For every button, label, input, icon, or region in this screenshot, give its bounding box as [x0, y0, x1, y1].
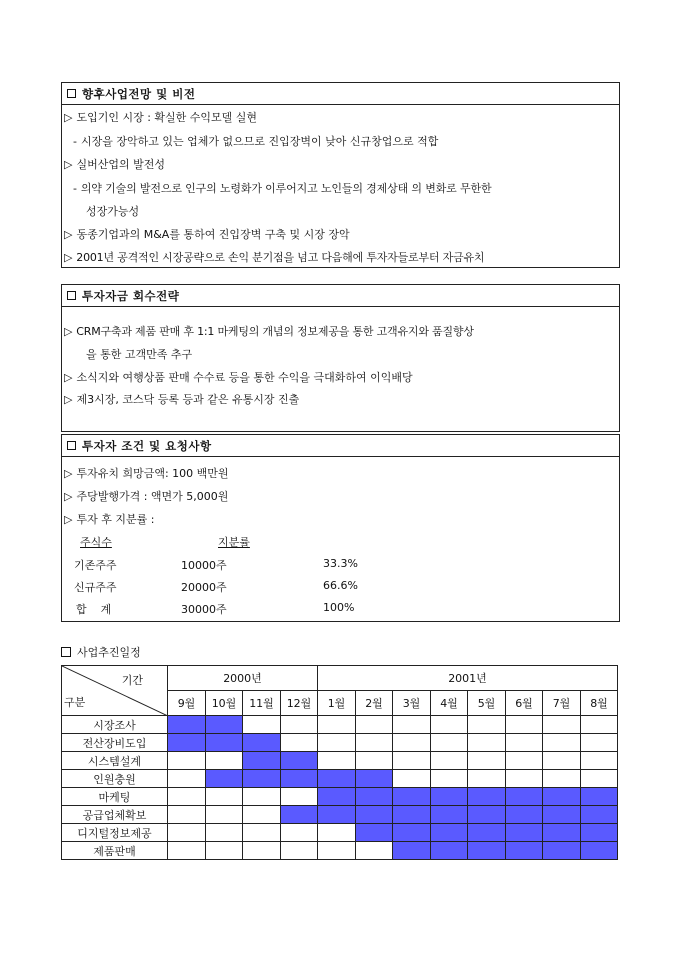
schedule-active-cell: [468, 824, 506, 842]
schedule-empty-cell: [506, 734, 543, 752]
schedule-active-cell: [243, 770, 281, 788]
schedule-task-label: 마케팅: [62, 788, 168, 806]
vision-section: [61, 82, 620, 268]
schedule-empty-cell: [581, 734, 618, 752]
schedule-month-cell: 7월: [543, 691, 581, 716]
schedule-active-cell: [281, 770, 318, 788]
schedule-empty-cell: [356, 716, 393, 734]
triangle-icon: ▷: [64, 228, 73, 241]
schedule-empty-cell: [318, 734, 356, 752]
schedule-empty-cell: [243, 824, 281, 842]
share-header-row: [64, 534, 604, 550]
recovery-line-text: 을 통한 고객만족 추구: [86, 348, 193, 361]
schedule-active-cell: [393, 806, 431, 824]
corner-bottom-label: 구분: [64, 696, 86, 709]
schedule-active-cell: [581, 806, 618, 824]
schedule-active-cell: [168, 716, 206, 734]
share-row-label: 기존주주: [74, 559, 117, 572]
share-row-shares: 20000주: [181, 581, 227, 594]
schedule-active-cell: [243, 752, 281, 770]
schedule-empty-cell: [281, 824, 318, 842]
vision-line-7: [64, 249, 615, 265]
schedule-empty-cell: [318, 716, 356, 734]
schedule-empty-cell: [206, 788, 243, 806]
schedule-empty-cell: [468, 752, 506, 770]
vision-line-6: [64, 226, 615, 242]
checkbox-square-icon: [61, 647, 71, 657]
schedule-task-label: 인원충원: [62, 770, 168, 788]
recovery-line-text: 소식지와 여행상품 판매 수수료 등을 통한 수익을 극대화하여 이익배당: [76, 371, 413, 384]
terms-line-text: 투자유치 희망금액: 100 백만원: [76, 467, 229, 480]
schedule-task-label: 시장조사: [62, 716, 168, 734]
schedule-empty-cell: [356, 734, 393, 752]
share-row-ratio: 33.3%: [323, 557, 358, 570]
schedule-active-cell: [543, 842, 581, 860]
schedule-empty-cell: [206, 842, 243, 860]
schedule-active-cell: [393, 788, 431, 806]
vision-line-3: [64, 156, 615, 172]
triangle-icon: ▷: [64, 251, 73, 264]
schedule-active-cell: [168, 734, 206, 752]
schedule-active-cell: [318, 788, 356, 806]
schedule-active-cell: [581, 824, 618, 842]
schedule-active-cell: [431, 842, 468, 860]
schedule-month-cell: 8월: [581, 691, 618, 716]
schedule-active-cell: [243, 734, 281, 752]
schedule-empty-cell: [431, 770, 468, 788]
schedule-month-cell: 2월: [356, 691, 393, 716]
vision-line-text: 2001년 공격적인 시장공략으로 손익 분기점을 넘고 다음해에 투자자들로부터 자금유치: [76, 251, 485, 264]
terms-line-text: 주당발행가격 : 액면가 5,000원: [76, 490, 229, 503]
schedule-month-cell: 11월: [243, 691, 281, 716]
share-row-ratio: 100%: [323, 601, 355, 614]
schedule-task-label: 공급업체확보: [62, 806, 168, 824]
schedule-empty-cell: [468, 734, 506, 752]
schedule-empty-cell: [543, 752, 581, 770]
vision-line-text: 도입기인 시장 : 확실한 수익모델 실현: [76, 111, 258, 124]
schedule-active-cell: [431, 824, 468, 842]
schedule-empty-cell: [243, 788, 281, 806]
terms-line-1: [64, 465, 615, 481]
schedule-empty-cell: [356, 842, 393, 860]
terms-line-2: [64, 488, 615, 504]
vision-line-text: 성장가능성: [86, 205, 140, 218]
schedule-active-cell: [318, 770, 356, 788]
terms-line-3: [64, 511, 615, 527]
schedule-empty-cell: [356, 752, 393, 770]
schedule-active-cell: [506, 806, 543, 824]
schedule-empty-cell: [168, 752, 206, 770]
schedule-month-cell: 3월: [393, 691, 431, 716]
triangle-icon: ▷: [64, 393, 73, 406]
schedule-empty-cell: [318, 824, 356, 842]
schedule-month-cell: 5월: [468, 691, 506, 716]
shares-header: 주식수: [80, 536, 112, 549]
schedule-active-cell: [468, 842, 506, 860]
schedule-corner-cell: [62, 666, 168, 716]
schedule-active-cell: [206, 770, 243, 788]
recovery-line-text: CRM구축과 제품 판매 후 1:1 마케팅의 개념의 정보제공을 통한 고객유지와 품질향상: [76, 325, 474, 338]
vision-line-4: [64, 180, 615, 196]
schedule-task-row: [62, 806, 618, 824]
triangle-icon: ▷: [64, 371, 73, 384]
schedule-empty-cell: [206, 752, 243, 770]
ratio-header: 지분률: [218, 536, 250, 549]
schedule-empty-cell: [431, 716, 468, 734]
schedule-active-cell: [281, 752, 318, 770]
schedule-active-cell: [393, 842, 431, 860]
schedule-empty-cell: [281, 842, 318, 860]
schedule-active-cell: [543, 824, 581, 842]
schedule-month-cell: 1월: [318, 691, 356, 716]
schedule-empty-cell: [506, 716, 543, 734]
schedule-active-cell: [543, 806, 581, 824]
schedule-empty-cell: [393, 770, 431, 788]
schedule-active-cell: [431, 806, 468, 824]
terms-section: [61, 434, 620, 622]
share-row-label: 신규주주: [74, 581, 117, 594]
recovery-line-text: 제3시장, 코스닥 등록 등과 같은 유통시장 진출: [76, 393, 300, 406]
recovery-title: 투자자금 회수전략: [82, 288, 180, 303]
schedule-year-cell: 2001년: [318, 666, 618, 691]
schedule-empty-cell: [393, 734, 431, 752]
checkbox-square-icon: [67, 89, 76, 98]
schedule-empty-cell: [581, 752, 618, 770]
vision-title: 향후사업전망 및 비전: [82, 86, 196, 101]
schedule-empty-cell: [206, 806, 243, 824]
schedule-empty-cell: [543, 770, 581, 788]
schedule-year-cell: 2000년: [168, 666, 318, 691]
schedule-month-cell: 4월: [431, 691, 468, 716]
schedule-empty-cell: [243, 806, 281, 824]
triangle-icon: ▷: [64, 158, 73, 171]
schedule-task-row: [62, 842, 618, 860]
share-row-ratio: 66.6%: [323, 579, 358, 592]
schedule-empty-cell: [243, 716, 281, 734]
schedule-empty-cell: [506, 770, 543, 788]
schedule-empty-cell: [318, 842, 356, 860]
schedule-empty-cell: [581, 770, 618, 788]
schedule-empty-cell: [468, 770, 506, 788]
vision-line-5: [64, 203, 615, 219]
checkbox-square-icon: [67, 441, 76, 450]
schedule-task-row: [62, 824, 618, 842]
recovery-section: [61, 284, 620, 432]
schedule-active-cell: [431, 788, 468, 806]
schedule-title-text: 사업추진일정: [77, 646, 141, 659]
share-row-shares: 30000주: [181, 603, 227, 616]
schedule-task-label: 디지털정보제공: [62, 824, 168, 842]
vision-line-1: [64, 109, 615, 125]
schedule-active-cell: [206, 734, 243, 752]
schedule-active-cell: [506, 824, 543, 842]
schedule-task-label: 전산장비도입: [62, 734, 168, 752]
dash-marker: -: [73, 135, 77, 148]
schedule-active-cell: [356, 770, 393, 788]
schedule-empty-cell: [168, 824, 206, 842]
schedule-active-cell: [356, 824, 393, 842]
schedule-empty-cell: [393, 752, 431, 770]
vision-line-text: 실버산업의 발전성: [76, 158, 165, 171]
schedule-active-cell: [393, 824, 431, 842]
schedule-active-cell: [206, 716, 243, 734]
schedule-empty-cell: [281, 734, 318, 752]
recovery-line-1: [64, 323, 615, 339]
schedule-empty-cell: [543, 716, 581, 734]
schedule-empty-cell: [243, 842, 281, 860]
triangle-icon: ▷: [64, 490, 73, 503]
schedule-empty-cell: [206, 824, 243, 842]
schedule-empty-cell: [168, 770, 206, 788]
schedule-table: [61, 665, 618, 860]
schedule-active-cell: [318, 806, 356, 824]
recovery-line-4: [64, 391, 615, 407]
schedule-active-cell: [506, 788, 543, 806]
schedule-task-row: [62, 752, 618, 770]
share-row-label: 합 계: [76, 603, 112, 616]
schedule-active-cell: [581, 842, 618, 860]
schedule-empty-cell: [431, 734, 468, 752]
vision-header: [62, 83, 619, 105]
schedule-year-row: [62, 666, 618, 691]
terms-header: [62, 435, 619, 457]
vision-line-2: [64, 133, 615, 149]
schedule-active-cell: [468, 788, 506, 806]
schedule-empty-cell: [468, 716, 506, 734]
schedule-empty-cell: [281, 788, 318, 806]
schedule-empty-cell: [506, 752, 543, 770]
dash-marker: -: [73, 182, 77, 195]
vision-line-text: 의약 기술의 발전으로 인구의 노령화가 이루어지고 노인들의 경제상태 의 변화로 무한한: [80, 182, 492, 195]
triangle-icon: ▷: [64, 467, 73, 480]
schedule-empty-cell: [581, 716, 618, 734]
schedule-task-row: [62, 770, 618, 788]
schedule-empty-cell: [393, 716, 431, 734]
schedule-month-cell: 10월: [206, 691, 243, 716]
recovery-line-2: [64, 346, 615, 362]
share-row: [64, 601, 604, 617]
recovery-line-3: [64, 369, 615, 385]
schedule-active-cell: [506, 842, 543, 860]
schedule-task-label: 제품판매: [62, 842, 168, 860]
schedule-title: [61, 644, 141, 660]
checkbox-square-icon: [67, 291, 76, 300]
schedule-empty-cell: [318, 752, 356, 770]
schedule-active-cell: [543, 788, 581, 806]
triangle-icon: ▷: [64, 111, 73, 124]
schedule-active-cell: [581, 788, 618, 806]
schedule-month-cell: 9월: [168, 691, 206, 716]
triangle-icon: ▷: [64, 513, 73, 526]
schedule-task-label: 시스템설계: [62, 752, 168, 770]
schedule-active-cell: [468, 806, 506, 824]
schedule-empty-cell: [543, 734, 581, 752]
vision-line-text: 시장을 장악하고 있는 업체가 없으므로 진입장벽이 낮아 신규창업으로 적합: [80, 135, 439, 148]
schedule-task-row: [62, 716, 618, 734]
corner-top-label: 기간: [121, 674, 143, 687]
share-row: [64, 557, 604, 573]
schedule-empty-cell: [431, 752, 468, 770]
schedule-empty-cell: [168, 788, 206, 806]
vision-line-text: 동종기업과의 M&A를 통하여 진입장벽 구축 및 시장 장악: [76, 228, 350, 241]
schedule-task-row: [62, 734, 618, 752]
schedule-active-cell: [356, 788, 393, 806]
schedule-empty-cell: [168, 842, 206, 860]
triangle-icon: ▷: [64, 325, 73, 338]
schedule-empty-cell: [281, 716, 318, 734]
schedule-active-cell: [356, 806, 393, 824]
schedule-task-row: [62, 788, 618, 806]
share-row-shares: 10000주: [181, 559, 227, 572]
recovery-header: [62, 285, 619, 307]
schedule-month-cell: 12월: [281, 691, 318, 716]
schedule-empty-cell: [168, 806, 206, 824]
terms-line-text: 투자 후 지분률 :: [76, 513, 155, 526]
terms-title: 투자자 조건 및 요청사항: [82, 438, 212, 453]
schedule-active-cell: [281, 806, 318, 824]
schedule-month-cell: 6월: [506, 691, 543, 716]
share-row: [64, 579, 604, 595]
